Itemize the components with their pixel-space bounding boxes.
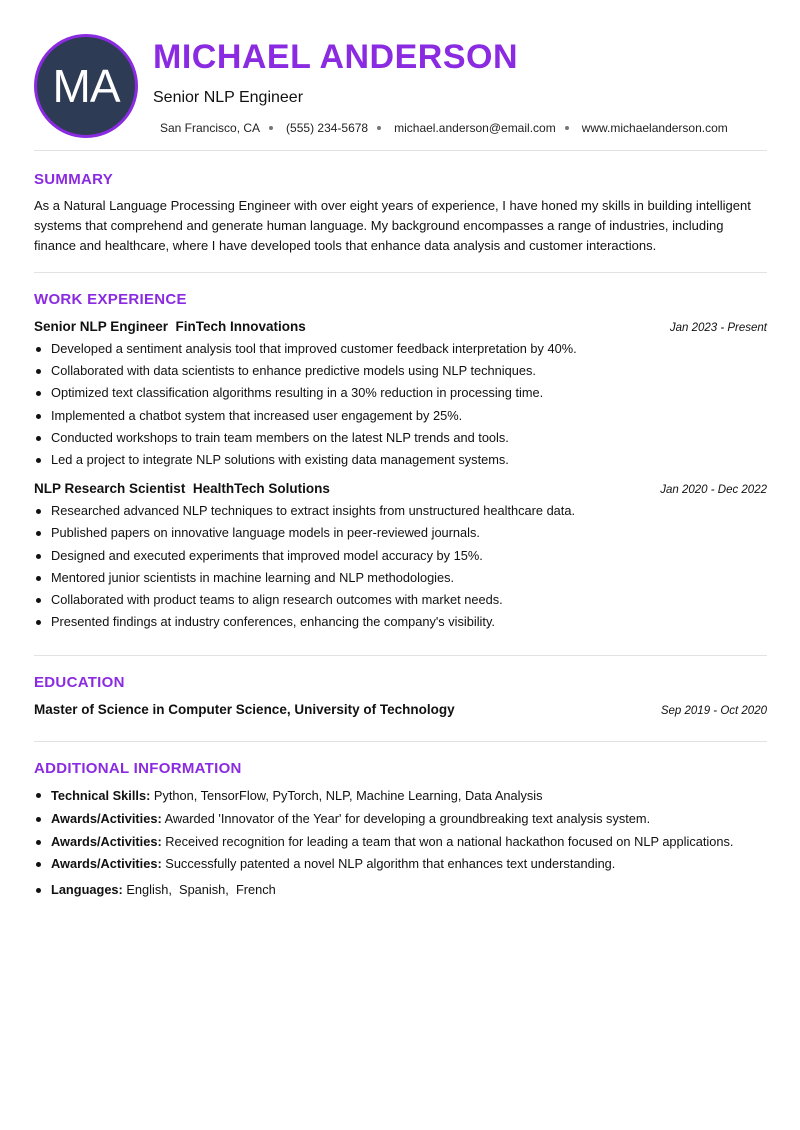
list-item: Conducted workshops to train team members on the latest NLP trends and tools. <box>34 427 767 449</box>
list-item <box>34 808 767 830</box>
experience-section <box>34 273 767 656</box>
section-title-additional: ADDITIONAL INFORMATION <box>34 760 242 778</box>
job-dates: Jan 2020 - Dec 2022 <box>660 484 767 497</box>
separator-dot-icon <box>377 126 381 130</box>
item-label: Technical Skills: <box>51 788 151 804</box>
education-entry <box>34 702 767 717</box>
section-title-summary: SUMMARY <box>34 171 114 188</box>
summary-text: As a Natural Language Processing Engineer with over eight years of experience, I have honed my skills in building intelligent systems that comprehend and generate human language. My background encompasses a range of industries, including finance and healthcare, where I have developed tools that enhance data analysis and customer interactions. <box>34 198 751 253</box>
list-item: Published papers on innovative language models in peer-reviewed journals. <box>34 522 767 544</box>
job-dates: Jan 2023 - Present <box>669 322 767 334</box>
list-item: Presented findings at industry conferences, enhancing the company's visibility. <box>34 611 767 633</box>
list-item: Designed and executed experiments that improved model accuracy by 15%. <box>34 545 767 567</box>
separator-dot-icon <box>269 126 273 130</box>
contact-website[interactable]: www.michaelanderson.com <box>581 121 728 135</box>
additional-list <box>34 784 767 901</box>
section-title-education: EDUCATION <box>34 674 125 692</box>
resume-header <box>34 0 767 151</box>
job-bullets <box>34 500 767 633</box>
job-header <box>34 481 767 496</box>
education-section <box>34 656 767 742</box>
contact-line <box>160 121 728 135</box>
list-item <box>34 831 767 853</box>
degree: Master of Science in Computer Science, University of Technology <box>34 702 455 718</box>
item-label: Awards/Activities: <box>51 855 162 871</box>
resume-page <box>34 0 767 901</box>
avatar <box>34 34 138 138</box>
summary-section <box>34 151 767 273</box>
contact-email[interactable]: michael.anderson@email.com <box>394 121 556 135</box>
item-value: Received recognition for leading a team that won a national hackathon focused on NLP applications. <box>165 833 734 849</box>
list-item: Developed a sentiment analysis tool that improved customer feedback interpretation by 40%. <box>34 338 767 360</box>
list-item: Collaborated with data scientists to enhance predictive models using NLP techniques. <box>34 360 767 382</box>
contact-phone: (555) 234-5678 <box>286 121 369 135</box>
list-item: Optimized text classification algorithms resulting in a 30% reduction in processing time. <box>34 382 767 404</box>
job-title: Senior NLP Engineer FinTech Innovations <box>34 319 306 334</box>
item-label: Awards/Activities: <box>51 833 162 849</box>
job-title: NLP Research Scientist HealthTech Solutions <box>34 481 330 497</box>
item-value: Successfully patented a novel NLP algorithm that enhances text understanding. <box>165 855 616 871</box>
item-label: Languages: <box>51 882 123 898</box>
job-entry <box>34 319 767 471</box>
job-header <box>34 319 767 334</box>
list-item: Researched advanced NLP techniques to extract insights from unstructured healthcare data. <box>34 500 767 522</box>
education-dates: Sep 2019 - Oct 2020 <box>660 705 767 718</box>
list-item <box>34 879 767 901</box>
list-item: Mentored junior scientists in machine learning and NLP methodologies. <box>34 567 767 589</box>
item-value: Python, TensorFlow, PyTorch, NLP, Machine Learning, Data Analysis <box>153 788 543 804</box>
list-item <box>34 784 767 808</box>
list-item: Led a project to integrate NLP solutions with existing data management systems. <box>34 449 767 471</box>
additional-section <box>34 742 767 901</box>
separator-dot-icon <box>565 126 569 130</box>
candidate-name: MICHAEL ANDERSON <box>153 38 519 76</box>
candidate-role: Senior NLP Engineer <box>153 89 304 106</box>
job-bullets <box>34 338 767 471</box>
contact-location: San Francisco, CA <box>160 121 261 135</box>
list-item: Implemented a chatbot system that increased user engagement by 25%. <box>34 405 767 427</box>
list-item <box>34 853 767 875</box>
item-label: Awards/Activities: <box>51 811 162 827</box>
job-entry <box>34 481 767 633</box>
section-title-experience: WORK EXPERIENCE <box>34 291 187 308</box>
avatar-initials: MA <box>52 60 120 112</box>
item-value: English, Spanish, French <box>126 882 276 898</box>
item-value: Awarded 'Innovator of the Year' for developing a groundbreaking text analysis system. <box>164 811 651 827</box>
list-item: Collaborated with product teams to align research outcomes with market needs. <box>34 589 767 611</box>
